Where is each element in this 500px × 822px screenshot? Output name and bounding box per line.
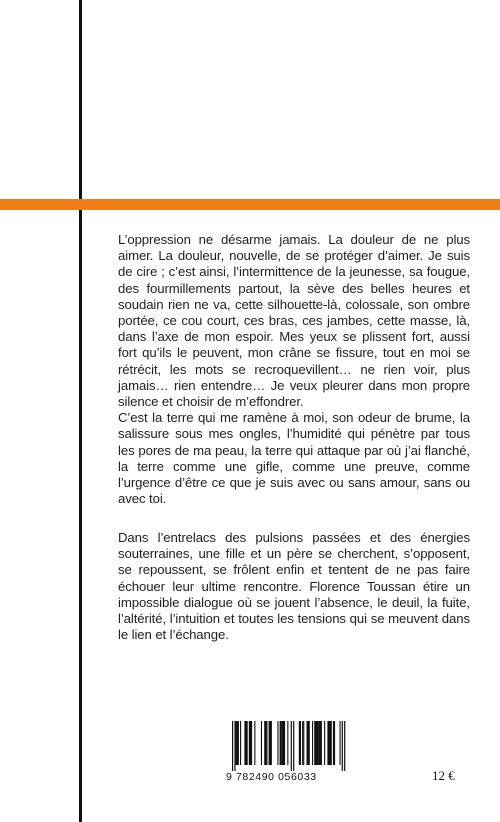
barcode-bar [333, 721, 334, 765]
barcode-bar [302, 721, 303, 765]
barcode-bars-graphic [232, 721, 360, 771]
barcode-bar [236, 721, 239, 765]
barcode-bar [287, 721, 288, 765]
isbn-barcode [222, 717, 368, 787]
barcode-bar [314, 721, 318, 765]
barcode-bar [303, 721, 304, 765]
barcode-bar [249, 721, 251, 765]
price-label: 12 € [432, 768, 455, 783]
barcode-bar [277, 721, 278, 765]
barcode-bar [319, 721, 322, 765]
isbn-digits: 9 782490 056033 [226, 771, 317, 783]
book-summary [118, 530, 470, 643]
barcode-bar [266, 721, 267, 765]
barcode-bar [269, 721, 272, 765]
spine-fold-line [79, 0, 82, 822]
excerpt-paragraph-1: L’oppression ne désarme jamais. La douleur de ne plus aimer. La douleur, nouvelle, de se protéger d’aimer. Je suis de cire ; c’est ainsi, l’intermittence de la jeunesse, sa fougue, des fourmillements partout, la sève des belles heures et soudain rien ne va, cette silhouette-là, colossale, son ombre portée, ce cou court, ces bras, ces jambes, cette masse, là, dans l’axe de mon espoir. Mes yeux se plissent fort, aussi fort qu’ils le peuvent, mon crâne se fissure, tout en moi se rétrécit, les mots se recroquevillent… ne rien voir, plus jamais… rien entendre… Je veux pleurer dans mon propre silence et choisir de m’effondrer. [118, 232, 470, 410]
back-cover-excerpt [118, 232, 470, 507]
barcode-bar [327, 721, 331, 765]
barcode-bar [324, 721, 325, 765]
barcode-bar [293, 721, 294, 771]
barcode-bar [334, 721, 335, 765]
summary-paragraph: Dans l’entrelacs des pulsions passées et des énergies souterraines, une fille et un père se cherchent, s’opposent, se repoussent, se frôlent enfin et tentent de ne pas faire échouer leur ultime rencontre. Florence Toussan étire un impossible dialogue où se jouent l’absence, le deuil, la fuite, l’altérité, l’intuition et toutes les tensions qui se meuvent dans le lien et l’échange. [118, 530, 470, 643]
barcode-bar [234, 721, 235, 771]
barcode-bar [307, 721, 310, 765]
excerpt-paragraph-2: C’est la terre qui me ramène à moi, son odeur de brume, la salissure sous mes ongles, l’humidité qui pénètre par tous les pores de ma peau, la terre qui attaque par où j’ai flanché, la terre comme une gifle, comme une preuve, comme l’urgence d’être ce que je suis avec ou sans amour, sans ou avec toi. [118, 410, 470, 507]
barcode-bar [291, 721, 292, 771]
barcode-bar [264, 721, 266, 765]
barcode-bar [280, 721, 282, 765]
barcode-bar [232, 721, 233, 771]
barcode-bar [261, 721, 262, 765]
barcode-bar [342, 721, 343, 771]
barcode-bar [244, 721, 247, 765]
barcode-bar [340, 721, 341, 765]
barcode-bar [282, 721, 285, 765]
orange-accent-band [0, 199, 500, 210]
barcode-bar [299, 721, 301, 765]
barcode-bar [251, 721, 252, 765]
barcode-bar [254, 721, 255, 765]
barcode-bar [312, 721, 313, 765]
barcode-bar [344, 721, 345, 771]
barcode-bar [240, 721, 241, 765]
